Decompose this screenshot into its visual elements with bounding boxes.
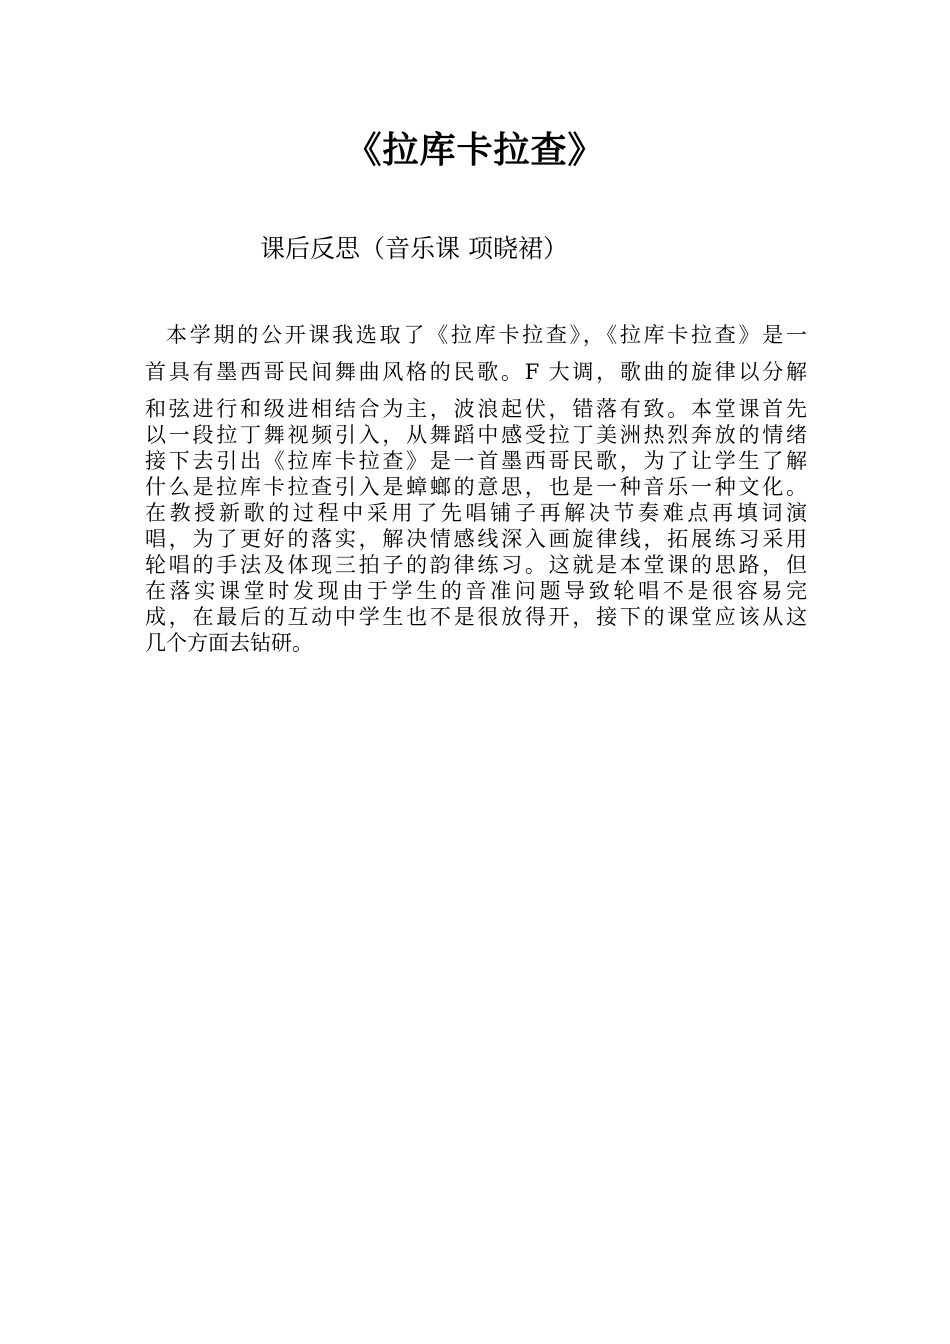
body-line: 成，在最后的互动中学生也不是很放得开，接下的课堂应该从这 — [145, 605, 807, 629]
body-line: 本学期的公开课我选取了《拉库卡拉查》，《拉库卡拉查》是一 — [166, 323, 807, 347]
document-title: 《拉库卡拉查》 — [345, 129, 605, 171]
body-line: 在落实课堂时发现由于学生的音准问题导致轮唱不是很容易完 — [145, 579, 807, 603]
document-subtitle: 课后反思（音乐课 项晓裙） — [260, 234, 568, 263]
body-line: 和弦进行和级进相结合为主，波浪起伏，错落有致。本堂课首先 — [145, 397, 807, 421]
body-line: 以一段拉丁舞视频引入，从舞蹈中感受拉丁美洲热烈奔放的情绪 — [145, 423, 807, 447]
body-line: 首具有墨西哥民间舞曲风格的民歌。F 大调，歌曲的旋律以分解 — [145, 360, 807, 384]
body-line: 轮唱的手法及体现三拍子的韵律练习。这就是本堂课的思路，但 — [145, 553, 807, 577]
body-line: 唱，为了更好的落实，解决情感线深入画旋律线，拓展练习采用 — [145, 527, 807, 551]
body-line: 在教授新歌的过程中采用了先唱铺子再解决节奏难点再填词演 — [145, 501, 807, 525]
body-line: 几个方面去钻研。 — [145, 631, 313, 655]
body-line: 接下去引出《拉库卡拉查》是一首墨西哥民歌，为了让学生了解 — [145, 449, 807, 473]
body-paragraph — [145, 322, 807, 656]
body-line: 什么是拉库卡拉查引入是蟑螂的意思，也是一种音乐一种文化。 — [145, 475, 807, 499]
